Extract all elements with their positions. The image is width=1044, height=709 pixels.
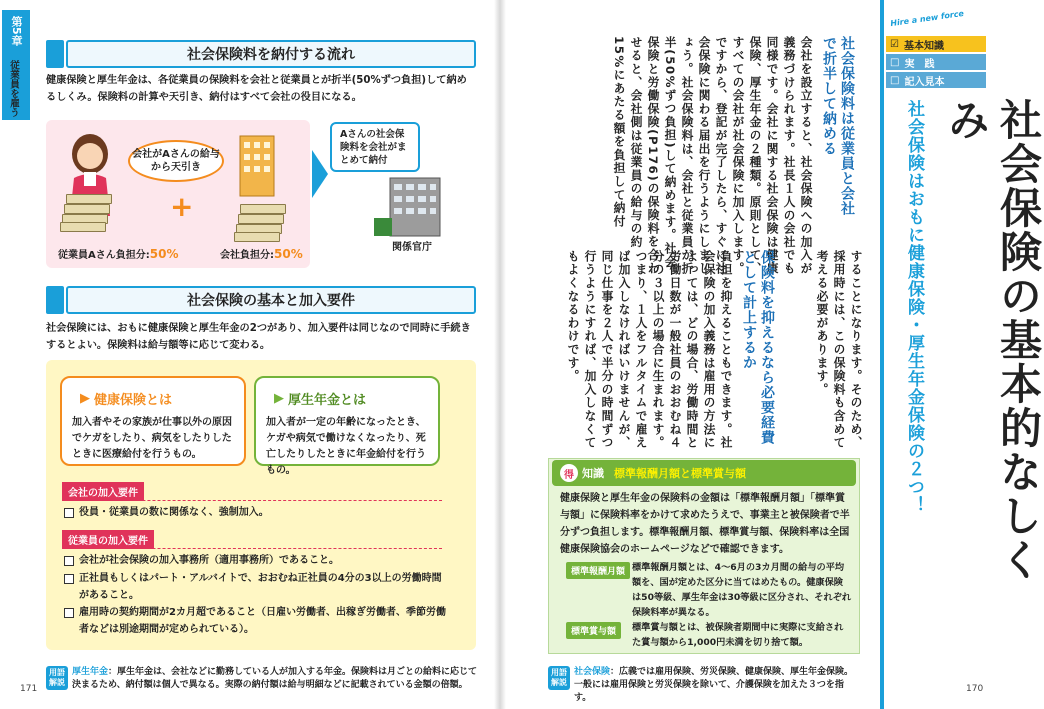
office-label: 関係官庁 (392, 242, 432, 253)
health-title-pill (68, 384, 184, 413)
column-2-text: することになります。そのため、採用時には、この保険料も含めて考える必要があります。 (815, 250, 863, 450)
checkbox-icon (64, 608, 74, 618)
page-title: 社会保険の基本的なしくみ (942, 98, 1043, 582)
footnote-right (574, 666, 860, 705)
check-icon: ☑ (890, 38, 899, 50)
footnote-term: 厚生年金 (72, 667, 109, 677)
pension-title-pill (262, 384, 378, 413)
employee-req-item-3 (64, 604, 454, 638)
footnote-left (72, 666, 480, 692)
column-1 (524, 36, 814, 276)
section-marker-2 (46, 286, 64, 314)
company-share-pct: 50% (274, 247, 303, 261)
menu-item-practice[interactable] (886, 54, 986, 70)
company-share-label (220, 246, 303, 261)
section-title-basics: 社会保険の基本と加入要件 (66, 286, 476, 314)
box-icon: □ (890, 74, 900, 86)
employee-share-pct: 50% (149, 247, 179, 261)
health-title: 健康保険とは (94, 393, 173, 408)
health-text: 加入者やその家族が仕事以外の原因でケガをしたり、病気をしたりしたときに医療給付を行うもの。 (72, 417, 232, 460)
health-card (60, 376, 246, 466)
employee-share-label (58, 246, 178, 261)
flow-arrow-icon (312, 150, 328, 198)
menu-tagline: Hire a new force (889, 8, 965, 29)
tip-item-1-text: 標準報酬月額とは、4〜6月の3カ月間の給与の平均額を、国が定めた区分に当てはめたもの。健康保険は50等級、厚生年金は30等級に区分され、それぞれ保険料率が異なる。 (632, 562, 852, 618)
column-3-text: 負担を抑えることもできます。社会保険の加入義務は雇用の方法によっては、どの場合、労働時間と労働日数が一般社員のおおむね４分の３以上の場合に生まれます。つまり、１人をフルタイムで雇えば加入しなければいけませんが、同じ仕事を２人で半分の時間ずつ行うようにすれば、加入しなくてもよくなるわけです。 (566, 250, 733, 450)
company-building-icon (226, 130, 286, 200)
book-spine (494, 0, 506, 709)
section-title-flow: 社会保険料を納付する流れ (66, 40, 476, 68)
footnote-right-term: 社会保険 (574, 667, 611, 677)
checkbox-icon (64, 508, 74, 518)
employee-req-tag: 従業員の加入要件 (62, 530, 154, 549)
heading-2-text: 保険料を抑えるなら必要経費として計上するか (741, 250, 775, 445)
column-3 (546, 250, 734, 450)
employee-share-text: 従業員Aさん負担分: (58, 250, 150, 261)
plus-sign: + (170, 190, 194, 223)
bubble-deduction: 会社がAさんの給与から天引き (128, 140, 224, 182)
section-marker (46, 40, 64, 68)
column-1-text: 会社を設立すると、社会保険への加入が義務づけられます。社長１人の会社でも同様です。会社に関する社会保険は健康保険、厚生年金の２種類。原則として、すべての会社が社会保険に加入します。ですから、登記が完了したら、すぐに社会保険に関わる届出を行うようにしましょう。社会保険料は、会社と従業員が折半(50%ずつ負担)して納めます。社会保険と労働保険(P176)の保険料を合わせると、会社側は従業員の給与の約15%にあたる額を負担して納付 (612, 36, 813, 276)
menu-label-practice: 実 践 (904, 58, 935, 70)
company-req-item (64, 504, 444, 521)
employee-req-text-1: 会社が社会保険の加入事務所（適用事務所）であること。 (79, 555, 339, 566)
money-employee-icon (58, 186, 124, 234)
footnote-text: ：厚生年金は、会社などに勤務している人が加入する年金。保険料は月ごとの給料に応じて決まるため、納付額は個人で異なる。実際の納付額は給与明細などに記載されている金額の倍額。 (72, 667, 478, 690)
employee-req-text-3: 雇用時の契約期間が2カ月超であること（日雇い労働者、出稼ぎ労働者、季節労働者などは別途期間が定められている）。 (79, 607, 446, 635)
heading-1 (820, 36, 864, 216)
page-number-right: 170 (966, 684, 984, 694)
chapter-title: 従業員を雇う (8, 60, 19, 117)
footnote-right-text: ：広義では雇用保険、労災保険、健康保険、厚生年金保険。一般には雇用保険と労災保険を除いて、介護保険を加えた３つを指す。 (574, 667, 854, 703)
tip-item-1-tag: 標準報酬月額 (566, 562, 630, 579)
company-req-tag: 会社の加入要件 (62, 482, 144, 501)
checkbox-icon (64, 556, 74, 566)
menu-label-sample: 記入見本 (904, 76, 945, 88)
box-icon: □ (890, 56, 900, 68)
tip-title: 標準報酬月額と標準賞与額 (614, 467, 746, 480)
chapter-number: 第5章 (2, 10, 30, 120)
tip-tag: 知識 (582, 467, 604, 480)
office-building-icon (370, 174, 450, 238)
bubble-payment: Aさんの社会保険料を会社がまとめて納付 (330, 122, 420, 172)
page-subtitle: 社会保険はおもに健康保険・厚生年金保険の２つ！ (904, 100, 924, 514)
glossary-icon: 用語解説 (46, 666, 68, 690)
health-icon: ▶ (80, 391, 90, 406)
employee-req-item-2 (64, 570, 444, 604)
heading-1-text: 社会保険料は従業員と会社で折半して納める (821, 36, 855, 216)
tip-item-2-tag: 標準賞与額 (566, 622, 621, 639)
heading-2 (740, 250, 784, 450)
glossary-icon-right: 用語解説 (548, 666, 570, 690)
employee-req-text-2: 正社員もしくはパート・アルバイトで、おおむね正社員の4分の3以上の労働時間があること。 (79, 573, 442, 601)
money-company-icon (232, 196, 298, 244)
pension-title: 厚生年金とは (288, 393, 367, 408)
column-2 (790, 250, 864, 460)
employee-req-item-1 (64, 552, 454, 569)
bulb-icon: 得 (560, 464, 578, 482)
tip-header (552, 460, 856, 486)
pension-card (254, 376, 440, 476)
checkbox-icon (64, 574, 74, 584)
employee-req-rule (62, 548, 442, 549)
company-share-text: 会社負担分: (220, 250, 274, 261)
pension-icon: ▶ (274, 391, 284, 406)
company-req-rule (62, 500, 442, 501)
menu-label-basics: 基本知識 (903, 40, 944, 52)
section-basics-body: 社会保険には、おもに健康保険と厚生年金の2つがあり、加入要件は同じなので同時に手続きするとよい。保険料は給与額等に応じて変わる。 (46, 323, 471, 351)
pension-text: 加入者が一定の年齢になったとき、ケガや病気で働けなくなったり、死亡したりしたときに年金給付を行うもの。 (266, 417, 426, 476)
menu-item-basics[interactable] (886, 36, 986, 52)
page-number-left: 171 (20, 684, 38, 694)
company-req-text: 役員・従業員の数に関係なく、強制加入。 (79, 507, 269, 518)
tip-body: 健康保険と厚生年金の保険料の金額は「標準報酬月額」「標準賞与額」に保険料率をかけて求めたうえで、事業主と被保険者で半分ずつ負担します。標準報酬月額、標準賞与額、保険料率は全国健康保険協会のホームページなどで確認できます。 (560, 493, 850, 555)
menu-item-sample[interactable] (886, 72, 986, 88)
chapter-strip (0, 0, 34, 709)
tip-item-2-text: 標準賞与額とは、被保険者期間中に実際に支給された賞与額から1,000円未満を切り捨て額。 (632, 622, 844, 648)
section-flow-body: 健康保険と厚生年金は、各従業員の保険料を会社と従業員とが折半(50%ずつ負担)して納めるしくみ。保険料の計算や天引き、納付はすべて会社の役目になる。 (46, 75, 467, 103)
